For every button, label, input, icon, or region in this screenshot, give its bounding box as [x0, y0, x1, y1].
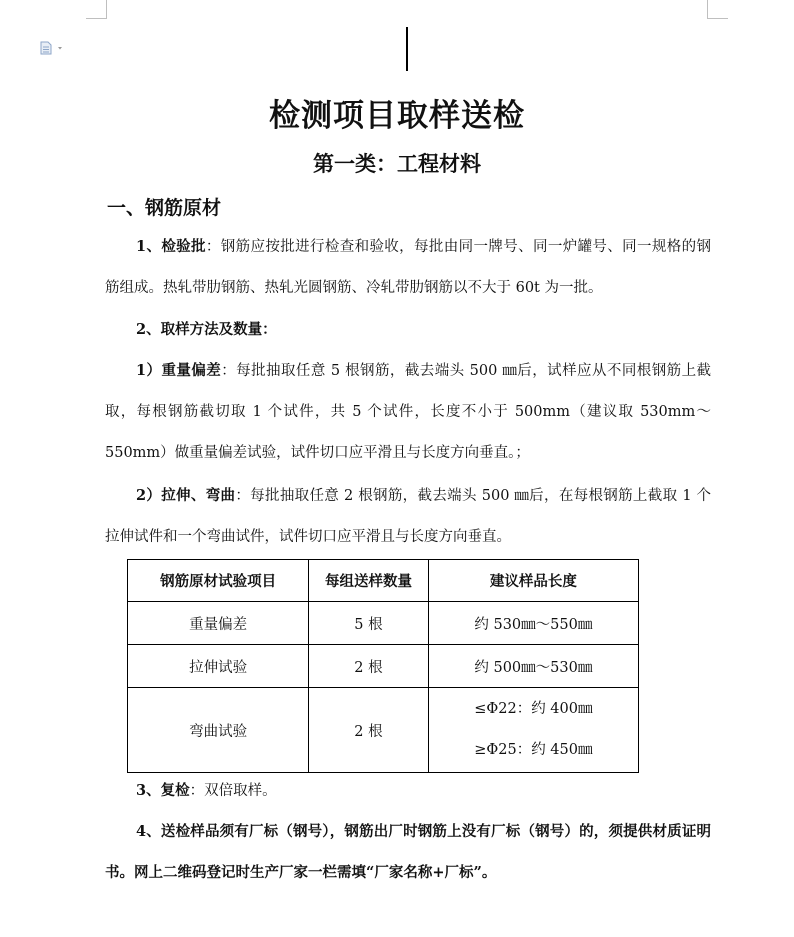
table-row: [128, 688, 639, 773]
paragraph-sample-marking: 4、送检样品须有厂标（钢号），钢筋出厂时钢筋上没有厂标（钢号）的，须提供材质证明书。网上二维码登记时生产厂家一栏需填“厂家名称+厂标”。: [105, 823, 711, 881]
table-cell-length: 约 530㎜～550㎜: [428, 602, 638, 645]
sample-spec-table: [127, 559, 639, 773]
length-line: ≥Φ25：约 450㎜: [474, 742, 593, 758]
table-row: [128, 602, 639, 645]
table-cell-length: 约 500㎜～530㎜: [428, 645, 638, 688]
table-cell-item: 弯曲试验: [128, 688, 309, 773]
table-header-row: [128, 560, 639, 602]
paragraph-label: 2）拉伸、弯曲: [136, 487, 236, 504]
table-cell-item: 重量偏差: [128, 602, 309, 645]
paragraph-tension-bending: [105, 475, 711, 558]
paragraph-inspection-batch: [105, 226, 711, 309]
table-cell-qty: 2 根: [309, 645, 429, 688]
length-line: ≤Φ22：约 400㎜: [474, 701, 593, 717]
paragraph-retest: [105, 770, 711, 812]
table-header-cell: 钢筋原材试验项目: [128, 560, 309, 602]
paragraph-label: 2、取样方法及数量：: [136, 321, 277, 338]
page-title: 检测项目取样送检: [269, 98, 525, 134]
page-subtitle: 第一类：工程材料: [313, 151, 481, 176]
table-cell-item: 拉伸试验: [128, 645, 309, 688]
document-menu-icon[interactable]: [40, 40, 66, 54]
table-row: [128, 645, 639, 688]
table-cell-length: [428, 688, 638, 773]
paragraph-label: 1、检验批: [136, 238, 206, 255]
table-cell-qty: 2 根: [309, 688, 429, 773]
paragraph-text: ：双倍取样。: [189, 783, 277, 799]
paragraph-weight-deviation: [105, 350, 711, 474]
table-header-cell: 每组送样数量: [309, 560, 429, 602]
page-corner-mark-left: [86, 0, 107, 19]
paragraph-text: ：每批抽取任意 5 根钢筋，截去端头 500 ㎜后，试样应从不同根钢筋上截取，每根钢筋截切取 1 个试件，共 5 个试件，长度不小于 500mm（建议取 530mm～550mm）做重量偏差试验，试件切口应平滑且与长度方向垂直。；: [105, 363, 712, 461]
paragraph-text: ：钢筋应按批进行检查和验收，每批由同一牌号、同一炉罐号、同一规格的钢筋组成。热轧带肋钢筋、热轧光圆钢筋、冷轧带肋钢筋以不大于 60t 为一批。: [105, 239, 711, 296]
page-corner-mark-right: [707, 0, 728, 19]
table-header-cell: 建议样品长度: [428, 560, 638, 602]
paragraph-text: ：每批抽取任意 2 根钢筋，截去端头 500 ㎜后，在每根钢筋上截取 1 个拉伸试件和一个弯曲试件，试件切口应平滑且与长度方向垂直。: [105, 488, 711, 545]
paragraph-label: 3、复检: [136, 782, 190, 799]
table-cell-qty: 5 根: [309, 602, 429, 645]
paragraph-label: 1）重量偏差: [136, 362, 222, 379]
text-cursor: [406, 27, 408, 71]
section-heading: 一、钢筋原材: [107, 197, 222, 219]
paragraph-sampling-method: [105, 309, 711, 351]
